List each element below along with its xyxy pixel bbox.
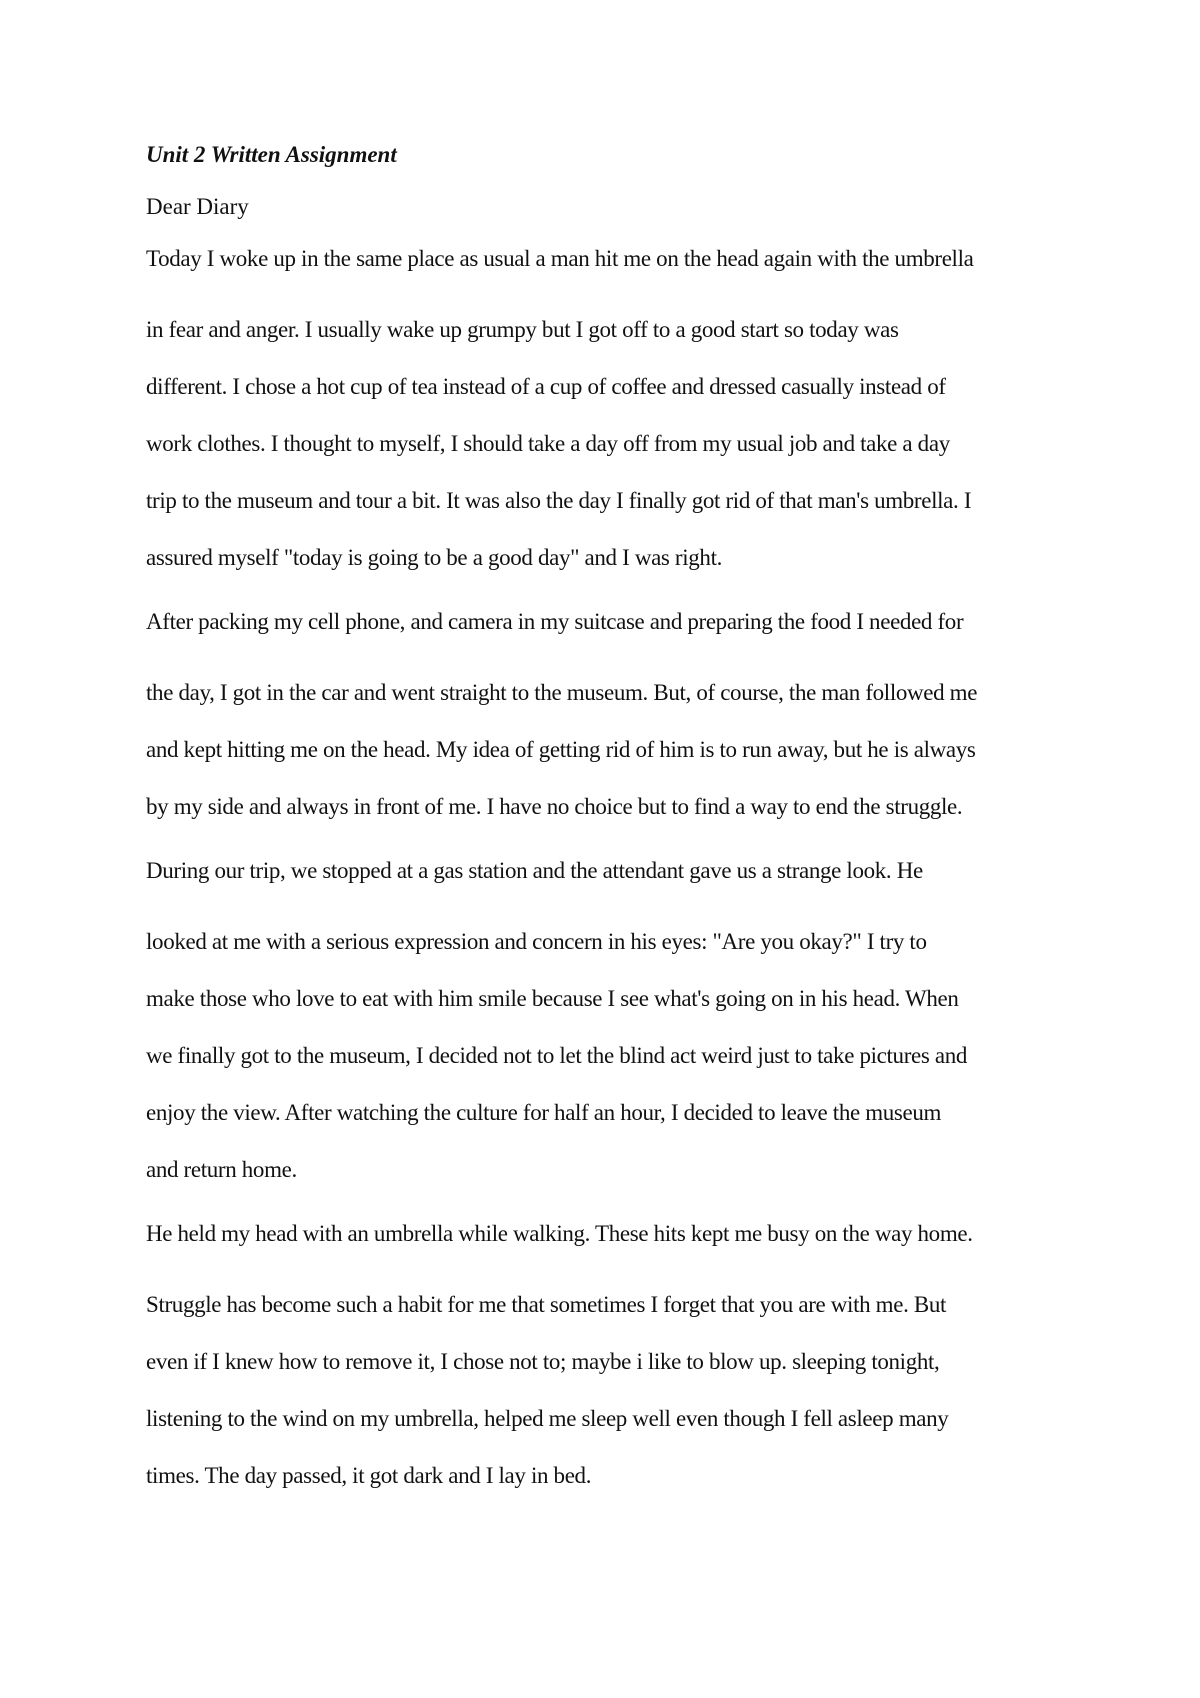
text-line: even if I knew how to remove it, I chose not to; maybe i like to blow up. sleeping tonight, <box>146 1349 940 1374</box>
text-line: in fear and anger. I usually wake up grumpy but I got off to a good start so today was <box>146 317 899 342</box>
text-line: we finally got to the museum, I decided not to let the blind act weird just to take pictures and <box>146 1043 968 1068</box>
text-line: After packing my cell phone, and camera in my suitcase and preparing the food I needed for <box>146 609 964 634</box>
text-line: the day, I got in the car and went straight to the museum. But, of course, the man followed me <box>146 680 978 705</box>
paragraph-1 <box>146 244 1076 586</box>
text-line: Struggle has become such a habit for me that sometimes I forget that you are with me. But <box>146 1292 947 1317</box>
text-line: trip to the museum and tour a bit. It was also the day I finally got rid of that man's umbrella. I <box>146 488 972 513</box>
text-line: and return home. <box>146 1157 297 1182</box>
paragraph-3 <box>146 856 1076 1198</box>
document-page <box>146 140 1076 1525</box>
paragraph-2 <box>146 607 1076 835</box>
text-line: times. The day passed, it got dark and I lay in bed. <box>146 1463 592 1488</box>
text-line: enjoy the view. After watching the culture for half an hour, I decided to leave the museum <box>146 1100 942 1125</box>
text-line: Today I woke up in the same place as usual a man hit me on the head again with the umbrella <box>146 246 974 271</box>
document-title: Unit 2 Written Assignment <box>146 142 397 167</box>
text-line: work clothes. I thought to myself, I should take a day off from my usual job and take a day <box>146 431 950 456</box>
text-line: and kept hitting me on the head. My idea of getting rid of him is to run away, but he is always <box>146 737 976 762</box>
text-line: different. I chose a hot cup of tea instead of a cup of coffee and dressed casually instead of <box>146 374 946 399</box>
text-line: He held my head with an umbrella while walking. These hits kept me busy on the way home. <box>146 1221 973 1246</box>
text-line: by my side and always in front of me. I have no choice but to find a way to end the struggle. <box>146 794 963 819</box>
text-line: assured myself "today is going to be a good day" and I was right. <box>146 545 723 570</box>
text-line: listening to the wind on my umbrella, helped me sleep well even though I fell asleep many <box>146 1406 949 1431</box>
salutation: Dear Diary <box>146 194 249 219</box>
paragraph-4 <box>146 1219 1076 1504</box>
text-line: During our trip, we stopped at a gas station and the attendant gave us a strange look. He <box>146 858 923 883</box>
text-line: looked at me with a serious expression and concern in his eyes: "Are you okay?" I try to <box>146 929 927 954</box>
text-line: make those who love to eat with him smile because I see what's going on in his head. When <box>146 986 959 1011</box>
